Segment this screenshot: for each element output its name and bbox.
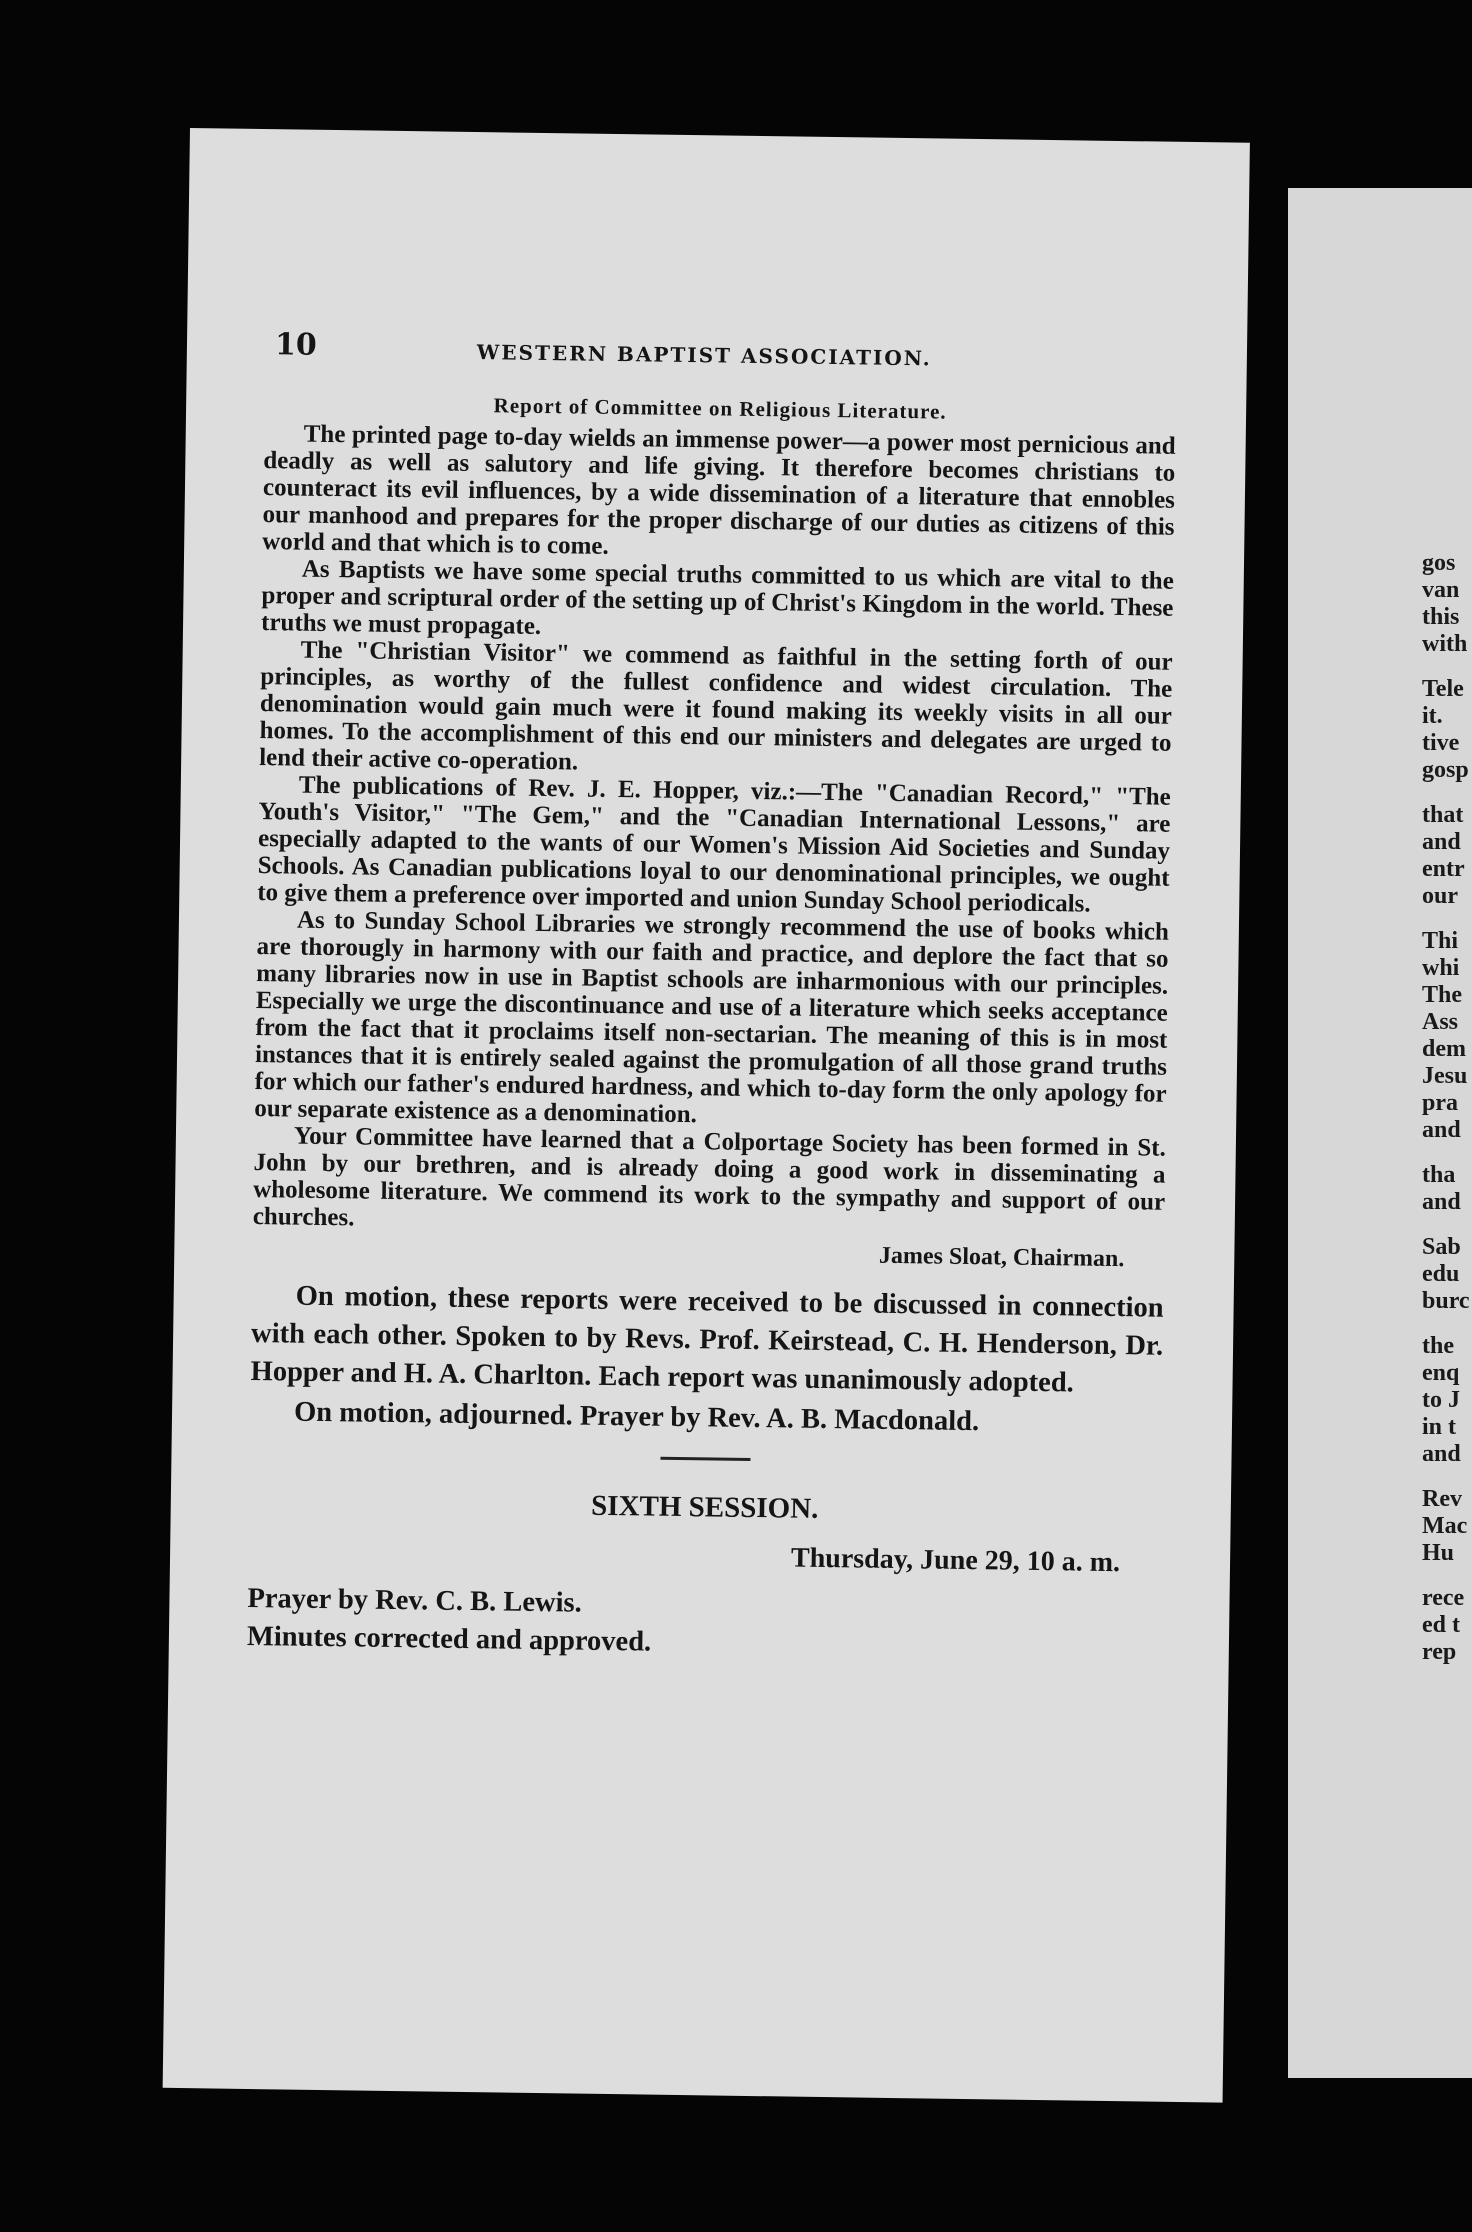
facing-page-fragment: tive: [1422, 730, 1460, 756]
report-paragraph: Your Committee have learned that a Colportage Society has been formed in St. John by our brethren, and is already doing a good work in disseminating a wholesome literature. We commend its work to the sympathy and support of our churches.: [252, 1122, 1167, 1232]
facing-page-fragment: dem: [1422, 1036, 1466, 1062]
facing-page-fragment: enq: [1422, 1360, 1460, 1386]
facing-page-fragment: Rev: [1422, 1486, 1462, 1512]
report-paragraph: As to Sunday School Libraries we strongly recommend the use of books which are thorougly in harmony with our faith and practice, and deplore the fact that so many libraries now in use in Baptist schools are inharmonious with our principles. Especially we urge the discontinuance and use of a literature which seeks acceptance from the fact that it proclaims itself non-sectarian. The meaning of this is in most instances that it is entirely sealed against the promulgation of all those grand truths for which our father's endured hardness, and which to-day form the only apology for our separate existence as a denomination.: [254, 906, 1170, 1129]
facing-page-fragment: and: [1422, 1117, 1461, 1143]
facing-page-fragment: [1422, 1144, 1472, 1162]
facing-page-fragment: The: [1422, 982, 1463, 1008]
facing-page-fragment: Mac: [1422, 1513, 1468, 1539]
facing-page-fragment: whi: [1422, 955, 1460, 981]
facing-page-fragment: pra: [1422, 1090, 1458, 1116]
facing-page-fragment: this: [1422, 604, 1460, 630]
report-paragraph: The "Christian Visitor" we commend as faithful in the setting forth of our principles, as worthy of the fullest confidence and widest circulation. The denomination would gain much were it found making its weekly visits in all our homes. To the accomplishment of this end our ministers and delegates are urged to lend their active co-operation.: [259, 636, 1173, 776]
facing-page-fragment: and: [1422, 1441, 1461, 1467]
facing-page-fragment: Hu: [1422, 1540, 1455, 1566]
page-body: [247, 389, 1177, 1669]
facing-page-fragment: Ass: [1422, 1009, 1459, 1035]
facing-page-fragment: tha: [1422, 1162, 1456, 1188]
report-paragraph: The publications of Rev. J. E. Hopper, viz.:—The "Canadian Record," "The Youth's Visitor," "The Gem," and the "Canadian International Lessons," are especially adapted to the wants of our Women's Mission Aid Societies and Sunday Schools. As Canadian publications loyal to our denominational principles, we ought to give them a preference over imported and union Sunday School periodicals.: [257, 771, 1171, 918]
facing-page-fragment: [1422, 910, 1472, 928]
session-line: Prayer by Rev. C. B. Lewis.: [247, 1582, 582, 1619]
book-page: [163, 128, 1250, 2103]
facing-page-fragment: [1422, 784, 1472, 802]
facing-page-fragment: [1422, 1216, 1472, 1234]
report-heading: Report of Committee on Religious Literature.: [493, 393, 947, 424]
facing-page-fragment: it.: [1422, 703, 1443, 729]
page-number: 10: [274, 327, 317, 363]
session-line: Minutes corrected and approved.: [246, 1620, 652, 1658]
facing-page-fragment: [1422, 1567, 1472, 1585]
facing-page-fragment: Thi: [1422, 928, 1459, 954]
session-date: Thursday, June 29, 10 a. m.: [790, 1542, 1121, 1579]
facing-page-fragment: [1422, 658, 1472, 676]
facing-page-fragment: [1422, 1315, 1472, 1333]
facing-page-fragment: ed t: [1422, 1612, 1460, 1638]
running-header: [275, 327, 1175, 380]
report-signature: James Sloat, Chairman.: [878, 1242, 1125, 1273]
facing-page-text: [1422, 550, 1472, 1666]
facing-page-fragment: gos: [1422, 550, 1456, 576]
facing-page-fragment: and: [1422, 1189, 1461, 1215]
facing-page-fragment: the: [1422, 1333, 1454, 1359]
facing-page-fragment: burc: [1422, 1288, 1470, 1314]
facing-page-fragment: that: [1422, 802, 1464, 828]
facing-page-fragment: Tele: [1422, 676, 1464, 702]
facing-page-fragment: with: [1422, 631, 1468, 657]
facing-page-fragment: gosp: [1422, 757, 1469, 783]
facing-page-fragment: in t: [1422, 1414, 1457, 1440]
facing-page-fragment: Jesu: [1422, 1063, 1468, 1089]
motions: [247, 1277, 1164, 1669]
facing-page-fragment: to J: [1422, 1387, 1460, 1413]
facing-page-fragment: [1422, 1468, 1472, 1486]
running-title: WESTERN BAPTIST ASSOCIATION.: [476, 340, 932, 371]
facing-page-fragment: entr: [1422, 856, 1465, 882]
motion-paragraph: On motion, adjourned. Prayer by Rev. A. B. Macdonald.: [293, 1396, 980, 1438]
report-paragraph: As Baptists we have some special truths committed to us which are vital to the proper and scriptural order of the setting up of Christ's Kingdom in the world. These truths we must propagate.: [260, 555, 1174, 640]
facing-page-fragment: Sab: [1422, 1234, 1461, 1260]
facing-page-fragment: van: [1422, 577, 1460, 603]
session-title: SIXTH SESSION.: [590, 1489, 819, 1525]
report-paragraph: The printed page to-day wields an immense power—a power most pernicious and deadly as well as salutory and life giving. It therefore becomes christians to counteract its evil influences, by a wide dissemination of a literature that ennobles our manhood and prepares for the proper discharge of our duties as citizens of this world and that which is to come.: [262, 420, 1176, 560]
motion-paragraph: On motion, these reports were received to be discussed in connection with each other. Spoken to by Revs. Prof. Keirstead, C. H. Henderson, Dr. Hopper and H. A. Charlton. Each report was unanimously adopted.: [250, 1280, 1164, 1399]
facing-page-fragment: our: [1422, 883, 1458, 909]
facing-page-fragment: rece: [1422, 1585, 1465, 1611]
facing-page-fragment: rep: [1422, 1639, 1457, 1665]
facing-page-fragment: edu: [1422, 1261, 1460, 1287]
section-divider: [660, 1457, 750, 1461]
facing-page-fragment: and: [1422, 829, 1461, 855]
